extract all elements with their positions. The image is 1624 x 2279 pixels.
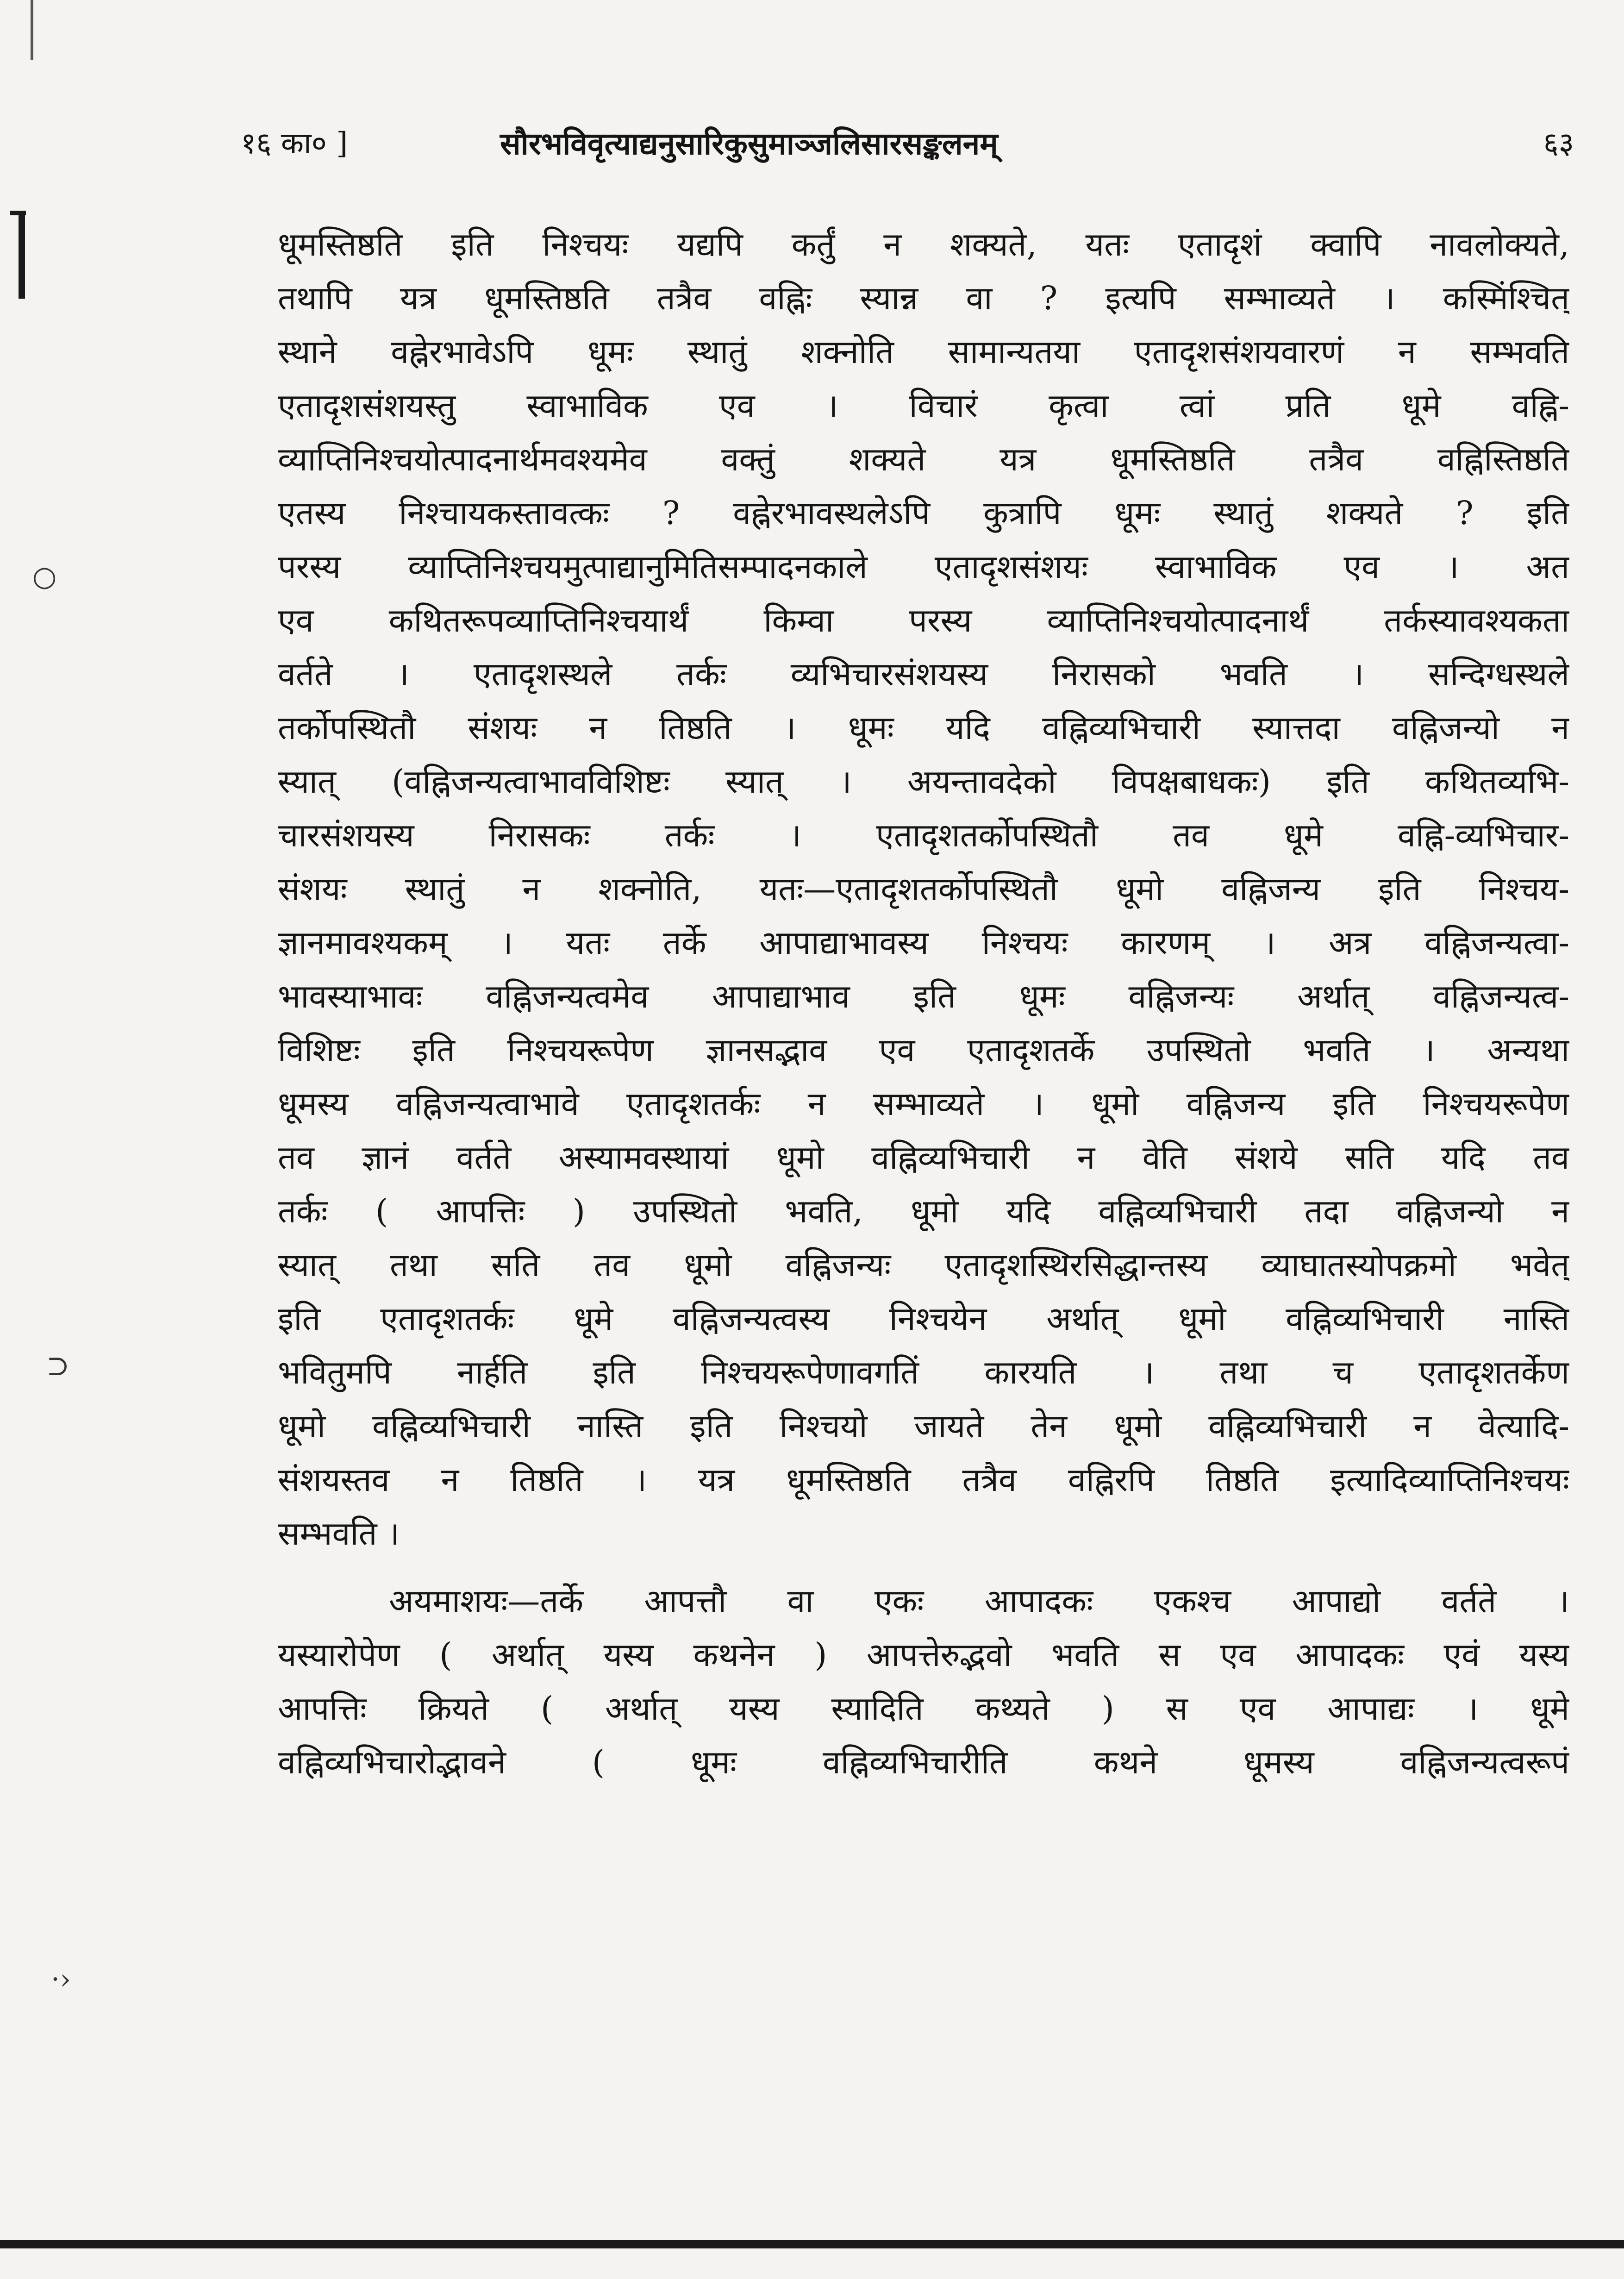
text-line: एतस्य निश्चायकस्तावत्कः ? वह्नेरभावस्थलेऽपि कुत्रापि धूमः स्थातुं शक्यते ? इति (278, 494, 1569, 532)
margin-bracket-top (10, 211, 26, 215)
paragraph-2 (278, 1574, 1569, 1789)
running-header (241, 118, 1574, 174)
text-line: वर्तते । एतादृशस्थले तर्कः व्यभिचारसंशयस्य निरासको भवति । सन्दिग्धस्थले (278, 655, 1569, 693)
margin-mark-3: ·› (51, 1963, 71, 1996)
text-line: स्थाने वह्नेरभावेऽपि धूमः स्थातुं शक्नोति सामान्यतया एतादृशसंशयवारणं न सम्भवति (278, 333, 1569, 371)
text-line: विशिष्टः इति निश्चयरूपेण ज्ञानसद्भाव एव एतादृशतर्के उपस्थितो भवति । अन्यथा (278, 1031, 1569, 1069)
text-line: आपत्तिः क्रियते ( अर्थात् यस्य स्यादिति कथ्यते ) स एव आपाद्यः । धूमे (278, 1690, 1569, 1728)
text-line: ज्ञानमावश्यकम् । यतः तर्के आपाद्याभावस्य निश्चयः कारणम् । अत्र वह्निजन्यत्वा- (278, 924, 1569, 962)
text-line: अयमाशयः—तर्के आपत्तौ वा एकः आपादकः एकश्च आपाद्यो वर्तते । (389, 1582, 1569, 1620)
page-title: सौरभविवृत्याद्यनुसारिकुसुमाञ्जलिसारसङ्कलनम् (500, 125, 998, 162)
text-line: एतादृशसंशयस्तु स्वाभाविक एव । विचारं कृत्वा त्वां प्रति धूमे वह्नि- (278, 387, 1569, 425)
text-line: परस्य व्याप्तिनिश्चयमुत्पाद्यानुमितिसम्पादनकाले एतादृशसंशयः स्वाभाविक एव । अत (278, 548, 1569, 586)
text-line: इति एतादृशतर्कः धूमे वह्निजन्यत्वस्य निश्चयेन अर्थात् धूमो वह्निव्यभिचारी नास्ति (278, 1300, 1569, 1338)
text-line: यस्यारोपेण ( अर्थात् यस्य कथनेन ) आपत्तेरुद्भवो भवति स एव आपादकः एवं यस्य (278, 1636, 1569, 1674)
text-line: वह्निव्यभिचारोद्भावने ( धूमः वह्निव्यभिचारीति कथने धूमस्य वह्निजन्यत्वरूपं (278, 1743, 1569, 1781)
text-line: तथापि यत्र धूमस्तिष्ठति तत्रैव वह्निः स्यान्न वा ? इत्यपि सम्भाव्यते । कस्मिंश्चित् (278, 279, 1569, 317)
text-line: चारसंशयस्य निरासकः तर्कः । एतादृशतर्कोपस्थितौ तव धूमे वह्नि-व्यभिचार- (278, 816, 1569, 854)
margin-bracket (19, 211, 25, 299)
page-bottom-edge (0, 2240, 1624, 2248)
body-text (278, 218, 1569, 1789)
text-line: धूमो वह्निव्यभिचारी नास्ति इति निश्चयो जायते तेन धूमो वह्निव्यभिचारी न वेत्यादि- (278, 1407, 1569, 1445)
text-line: स्यात् तथा सति तव धूमो वह्निजन्यः एतादृशस्थिरसिद्धान्तस्य व्याघातस्योपक्रमो भवेत् (278, 1246, 1569, 1284)
text-line: भवितुमपि नार्हति इति निश्चयरूपेणावगतिं कारयति । तथा च एतादृशतर्केण (278, 1353, 1569, 1391)
text-line: एव कथितरूपव्याप्तिनिश्चयार्थं किम्वा परस्य व्याप्तिनिश्चयोत्पादनार्थं तर्कस्यावश्यकता (278, 601, 1569, 639)
text-line: सम्भवति । (278, 1515, 400, 1553)
margin-mark-1: ○ (32, 560, 57, 593)
page-number: ६३ (1543, 126, 1574, 161)
text-line: तर्कोपस्थितौ संशयः न तिष्ठति । धूमः यदि वह्निव्यभिचारी स्यात्तदा वह्निजन्यो न (278, 709, 1569, 747)
section-label: १६ का० ] (241, 126, 348, 161)
text-line: भावस्याभावः वह्निजन्यत्वमेव आपाद्याभाव इति धूमः वह्निजन्यः अर्थात् वह्निजन्यत्व- (278, 977, 1569, 1015)
text-line: तव ज्ञानं वर्तते अस्यामवस्थायां धूमो वह्निव्यभिचारी न वेति संशये सति यदि तव (278, 1139, 1569, 1177)
text-line: व्याप्तिनिश्चयोत्पादनार्थमवश्यमेव वक्तुं शक्यते यत्र धूमस्तिष्ठति तत्रैव वह्निस्तिष्ठति (278, 440, 1569, 478)
text-line: धूमस्य वह्निजन्यत्वाभावे एतादृशतर्कः न सम्भाव्यते । धूमो वह्निजन्य इति निश्चयरूपेण (278, 1085, 1569, 1123)
text-line: संशयः स्थातुं न शक्नोति, यतः—एतादृशतर्कोपस्थितौ धूमो वह्निजन्य इति निश्चय- (278, 870, 1569, 908)
paragraph-1 (278, 218, 1569, 1560)
text-line: संशयस्तव न तिष्ठति । यत्र धूमस्तिष्ठति तत्रैव वह्निरपि तिष्ठति इत्यादिव्याप्तिनिश्चयः (278, 1461, 1569, 1499)
text-line: तर्कः ( आपत्तिः ) उपस्थितो भवति, धूमो यदि वह्निव्यभिचारी तदा वह्निजन्यो न (278, 1192, 1569, 1230)
text-line: धूमस्तिष्ठति इति निश्चयः यद्यपि कर्तुं न शक्यते, यतः एतादृशं क्वापि नावलोक्यते, (278, 225, 1569, 263)
text-line: स्यात् (वह्निजन्यत्वाभावविशिष्टः स्यात् । अयन्तावदेको विपक्षबाधकः) इति कथितव्यभि- (278, 763, 1569, 801)
margin-line-top (31, 0, 33, 60)
margin-mark-2: ⊃ (46, 1350, 70, 1382)
